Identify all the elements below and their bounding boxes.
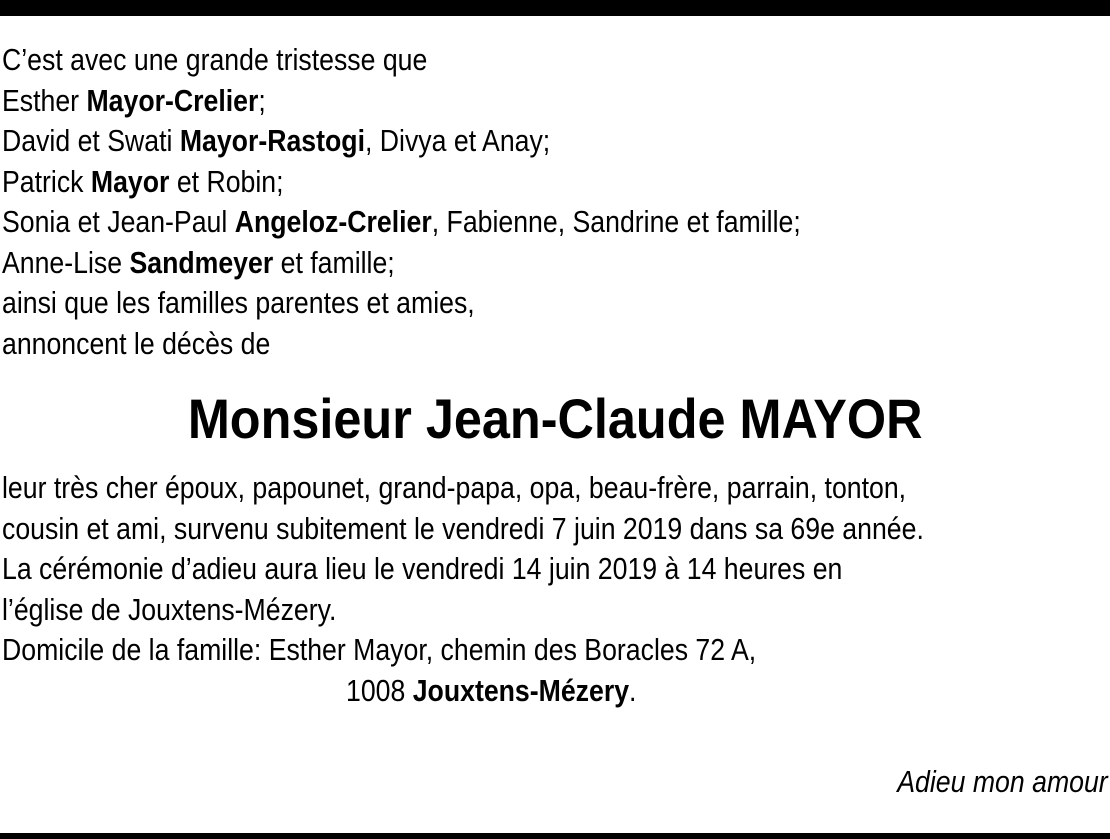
- family-line-text: , Divya et Anay;: [364, 123, 551, 158]
- family-line: [2, 202, 953, 243]
- postcode: 1008: [346, 672, 413, 708]
- announce-line: annoncent le décès de: [2, 325, 271, 361]
- address-end: .: [629, 672, 637, 708]
- signoff: Adieu mon amour: [897, 764, 1108, 799]
- domicile-line: Domicile de la famille: Esther Mayor, chemin des Boracles 72 A,: [2, 632, 757, 667]
- family-line-text: et Robin;: [169, 163, 284, 199]
- deceased-name: [2, 384, 1108, 454]
- family-line-text: Sonia et Jean-Paul: [2, 204, 235, 239]
- body-line: La cérémonie d’adieu aura lieu le vendredi 14 juin 2019 à 14 heures en: [2, 551, 843, 586]
- family-surname: Mayor-Rastogi: [179, 123, 365, 158]
- family-line: [2, 81, 953, 122]
- relatives-line: ainsi que les familles parentes et amies,: [2, 285, 475, 320]
- family-line: [2, 243, 953, 284]
- family-line: [2, 121, 953, 162]
- family-surname: Mayor-Crelier: [86, 82, 259, 118]
- body-line: leur très cher époux, papounet, grand-papa, opa, beau-frère, parrain, tonton,: [2, 470, 907, 505]
- family-line-text: David et Swati: [2, 123, 180, 158]
- obituary-notice: [2, 40, 1108, 711]
- family-line-text: ;: [258, 82, 266, 118]
- address-line: [2, 671, 953, 712]
- deceased-name-text: Monsieur Jean-Claude MAYOR: [187, 387, 923, 450]
- family-line-text: Esther: [2, 82, 87, 118]
- intro-line: C’est avec une grande tristesse que: [2, 42, 428, 77]
- family-surname: Sandmeyer: [129, 244, 274, 280]
- family-line: [2, 162, 953, 203]
- body-line: cousin et ami, survenu subitement le vendredi 7 juin 2019 dans sa 69e année.: [2, 510, 924, 546]
- family-line-text: et famille;: [273, 244, 395, 280]
- family-surname: Angeloz-Crelier: [234, 204, 432, 239]
- city: Jouxtens-Mézery: [412, 672, 630, 708]
- family-line-text: , Fabienne, Sandrine et famille;: [431, 204, 801, 239]
- body-line: l’église de Jouxtens-Mézery.: [2, 591, 337, 627]
- bottom-rule: [0, 833, 1110, 839]
- family-line-text: Anne-Lise: [2, 244, 130, 280]
- family-surname: Mayor: [90, 163, 170, 199]
- top-rule: [0, 0, 1110, 16]
- family-line-text: Patrick: [2, 163, 91, 199]
